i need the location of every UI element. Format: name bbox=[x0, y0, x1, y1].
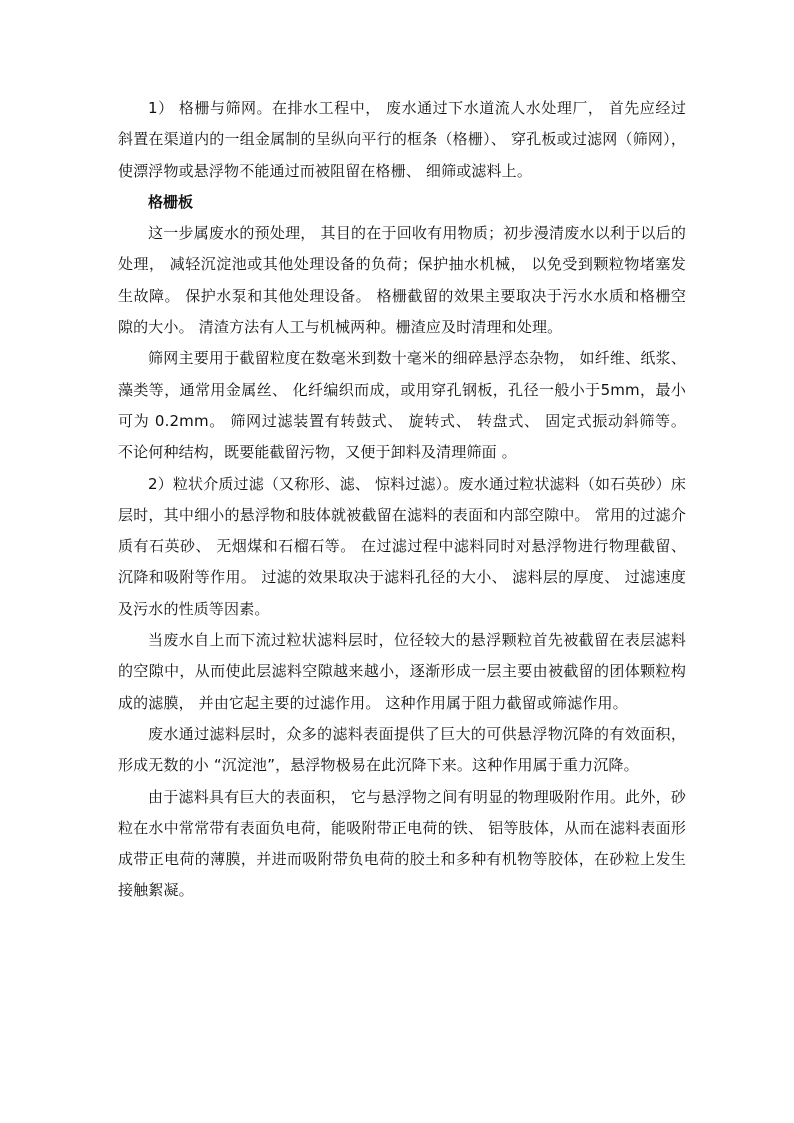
paragraph-adsorption: 由于滤料具有巨大的表面积， 它与悬浮物之间有明显的物理吸附作用。此外，砂粒在水中常常带有表面负电荷，能吸附带正电荷的铁、 铝等肢体，从而在滤料表面形成带正电荷的薄膜，并进而吸附带负电荷的胶土和多种有机物等胶体，在砂粒上发生接触絮凝。 bbox=[118, 787, 686, 900]
document-page bbox=[118, 93, 686, 907]
paragraph-granular-filtration: 2）粒状介质过滤（又称形、滤、 惊料过滤）。废水通过粒状滤料（如石英砂）床层时，其中细小的悬浮物和肢体就被截留在滤料的表面和内部空隙中。 常用的过滤介质有石英砂、 无烟煤和石榴石等。 在过滤过程中滤料同时对悬浮物进行物理截留、沉降和吸附等作用。 过滤的效果取决于滤料孔径的大小、 滤料层的厚度、 过滤速度及污水的性质等因素。 bbox=[118, 474, 686, 618]
paragraph-screens-and-grids: 1） 格栅与筛网。在排水工程中， 废水通过下水道流人水处理厂， 首先应经过斜置在渠道内的一组金属制的呈纵向平行的框条（格栅）、 穿孔板或过滤网（筛网）， 使漂浮物或悬浮物不能通过而被阻留在格栅、 细筛或滤料上。 bbox=[118, 99, 686, 180]
paragraph-pretreatment: 这一步属废水的预处理， 其目的在于回收有用物质；初步漫清废水以利于以后的处理， 减轻沉淀池或其他处理设备的负荷；保护抽水机械， 以免受到颗粒物堵塞发生故障。 保护水泵和其他处理设备。 格栅截留的效果主要取决于污水水质和格栅空隙的大小。 清渣方法有人工与机械两种。栅渣应及时清理和处理。 bbox=[118, 224, 686, 337]
paragraph-filter-membrane: 当废水自上而下流过粒状滤料层时，位径较大的悬浮颗粒首先被截留在表层滤料的空隙中，从而使此层滤料空隙越来越小，逐渐形成一层主要由被截留的团体颗粒构成的滤膜， 并由它起主要的过滤作用。 这种作用属于阻力截留或筛滤作用。 bbox=[118, 631, 686, 712]
paragraph-gravity-settling: 废水通过滤料层时，众多的滤料表面提供了巨大的可供悬浮物沉降的有效面积，形成无数的小 “沉淀池”，悬浮物极易在此沉降下来。这种作用属于重力沉降。 bbox=[118, 724, 686, 775]
section-heading-grille-plate: 格栅板 bbox=[148, 192, 194, 211]
paragraph-screen-mesh: 筛网主要用于截留粒度在数毫米到数十毫米的细碎悬浮态杂物， 如纤维、纸浆、 藻类等，通常用金属丝、 化纤编织而成，或用穿孔钢板，孔径一般小于5mm，最小可为 0.2mm。 筛网过滤装置有转鼓式、 旋转式、 转盘式、 固定式振动斜筛等。 不论何种结构，既要能截留污物，又便于卸料及清理筛面 。 bbox=[118, 349, 686, 462]
